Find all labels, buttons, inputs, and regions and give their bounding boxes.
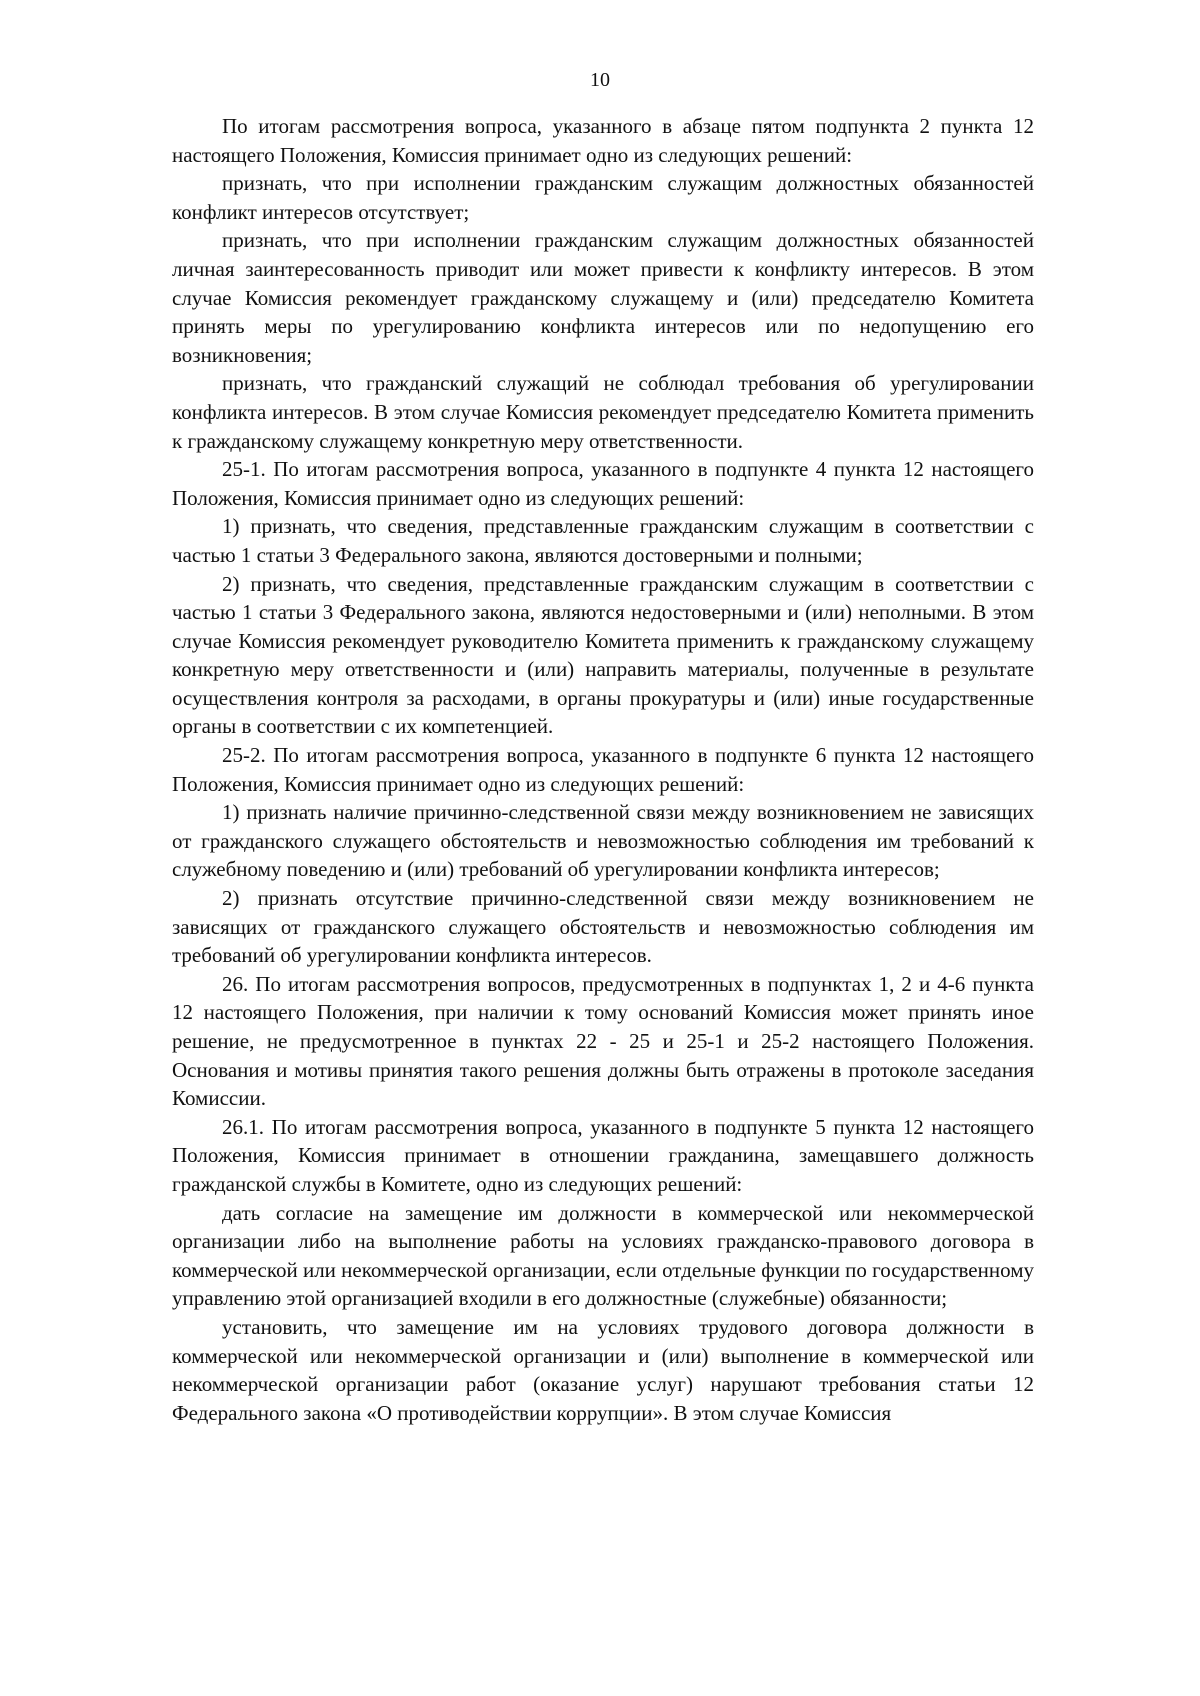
paragraph: дать согласие на замещение им должности в коммерческой или некоммерческой организации либо на выполнение работы на условиях гражданско-правового договора в коммерческой или некоммерческой организации, если отдельные функции по государственному управлению этой организацией входили в его должностные (служебные) обязанности; [172, 1200, 1034, 1311]
paragraph: 25-2. По итогам рассмотрения вопроса, указанного в подпункте 6 пункта 12 настоящего Положения, Комиссия принимает одно из следующих решений: [172, 743, 1034, 796]
paragraph: признать, что при исполнении гражданским служащим должностных обязанностей конфликт интересов отсутствует; [172, 171, 1034, 224]
paragraph: 26.1. По итогам рассмотрения вопроса, указанного в подпункте 5 пункта 12 настоящего Положения, Комиссия принимает в отношении гражданина, замещавшего должность гражданской службы в Комитете, одно из следующих решений: [172, 1114, 1034, 1196]
paragraph: признать, что при исполнении гражданским служащим должностных обязанностей личная заинтересованность приводит или может привести к конфликту интересов. В этом случае Комиссия рекомендует гражданскому служащему и (или) председателю Комитета принять меры по урегулированию конфликта интересов или по недопущению его возникновения; [172, 228, 1034, 367]
paragraph: По итогам рассмотрения вопроса, указанного в абзаце пятом подпункта 2 пункта 12 настоящего Положения, Комиссия принимает одно из следующих решений: [172, 114, 1034, 167]
paragraph: 1) признать наличие причинно-следственной связи между возникновением не зависящих от гражданского служащего обстоятельств и невозможностью соблюдения им требований к служебному поведению и (или) требований об урегулировании конфликта интересов; [172, 800, 1034, 882]
page-number: 10 [590, 69, 610, 91]
paragraph: 2) признать отсутствие причинно-следственной связи между возникновением не зависящих от гражданского служащего обстоятельств и невозможностью соблюдения им требований об урегулировании конфликта интересов. [172, 886, 1034, 968]
paragraph: установить, что замещение им на условиях трудового договора должности в коммерческой или некоммерческой организации и (или) выполнение в коммерческой или некоммерческой организации работ (оказание услуг) нарушают требования статьи 12 Федерального закона «О противодействии коррупции». В этом случае Комиссия [172, 1314, 1034, 1425]
paragraph: 1) признать, что сведения, представленные гражданским служащим в соответствии с частью 1 статьи 3 Федерального закона, являются достоверными и полными; [172, 514, 1034, 567]
paragraph: 2) признать, что сведения, представленные гражданским служащим в соответствии с частью 1 статьи 3 Федерального закона, являются недостоверными и (или) неполными. В этом случае Комиссия рекомендует руководителю Комитета применить к гражданскому служащему конкретную меру ответственности и (или) направить материалы, полученные в результате осуществления контроля за расходами, в органы прокуратуры и (или) иные государственные органы в соответствии с их компетенцией. [172, 571, 1034, 739]
document-body [172, 112, 1034, 1427]
paragraph: 26. По итогам рассмотрения вопросов, предусмотренных в подпунктах 1, 2 и 4-6 пункта 12 настоящего Положения, при наличии к тому оснований Комиссия может принять иное решение, не предусмотренное в пунктах 22 - 25 и 25-1 и 25-2 настоящего Положения. Основания и мотивы принятия такого решения должны быть отражены в протоколе заседания Комиссии. [172, 971, 1034, 1111]
paragraph: 25-1. По итогам рассмотрения вопроса, указанного в подпункте 4 пункта 12 настоящего Положения, Комиссия принимает одно из следующих решений: [172, 457, 1034, 510]
paragraph: признать, что гражданский служащий не соблюдал требования об урегулировании конфликта интересов. В этом случае Комиссия рекомендует председателю Комитета применить к гражданскому служащему конкретную меру ответственности. [172, 371, 1034, 453]
